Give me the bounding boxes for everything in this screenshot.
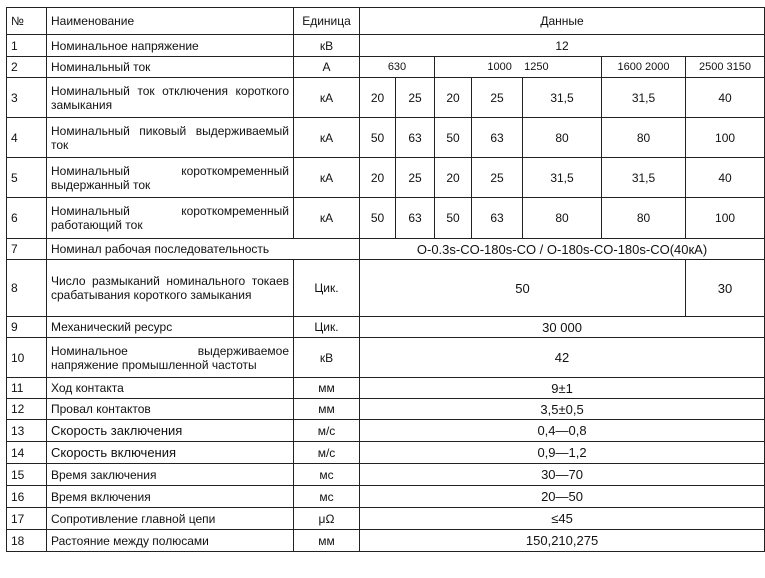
row-name: Скорость включения: [47, 442, 294, 464]
row-value: 42: [360, 338, 765, 378]
row-unit: мс: [294, 486, 360, 508]
row-name: Номинальный ток: [47, 57, 294, 78]
row-unit: Цик.: [294, 317, 360, 338]
table-row: [7, 118, 765, 158]
row-name: Номинальный короткомременный выдержанный ток: [47, 158, 294, 198]
row-value: 20: [435, 158, 472, 198]
row-name: Скорость заключения: [47, 420, 294, 442]
row-number: 3: [7, 78, 47, 118]
row-value: 80: [602, 118, 686, 158]
row-value: 0,9—1,2: [360, 442, 765, 464]
table-row: [7, 486, 765, 508]
row-value: 150,210,275: [360, 530, 765, 552]
row-number: 14: [7, 442, 47, 464]
table-row: [7, 530, 765, 552]
header-row: [7, 8, 765, 35]
row-number: 12: [7, 399, 47, 420]
row-value: 3,5±0,5: [360, 399, 765, 420]
table-row: [7, 464, 765, 486]
row-name: Механический ресурс: [47, 317, 294, 338]
row-value: 50: [360, 118, 396, 158]
row-unit: кВ: [294, 338, 360, 378]
row-unit: А: [294, 57, 360, 78]
row-name: Номинальный пиковый выдерживаемый ток: [47, 118, 294, 158]
row-number: 2: [7, 57, 47, 78]
header-name: Наименование: [47, 8, 294, 35]
row-name: Ход контакта: [47, 378, 294, 399]
row-number: 16: [7, 486, 47, 508]
table-row: [7, 57, 765, 78]
row-unit: м/с: [294, 420, 360, 442]
table-row: [7, 442, 765, 464]
row-number: 6: [7, 198, 47, 239]
row-number: 10: [7, 338, 47, 378]
row-value: ≤45: [360, 508, 765, 530]
row-name: Номинальный короткомременный работающий ток: [47, 198, 294, 239]
row-value: 630: [360, 57, 435, 78]
row-unit: мм: [294, 530, 360, 552]
table-row: [7, 198, 765, 239]
row-value: 20: [435, 78, 472, 118]
row-number: 18: [7, 530, 47, 552]
row-value: 9±1: [360, 378, 765, 399]
row-unit: кА: [294, 198, 360, 239]
row-value: 63: [472, 118, 523, 158]
row-value: 1600 2000: [602, 57, 686, 78]
row-number: 15: [7, 464, 47, 486]
row-value: 20: [360, 158, 396, 198]
row-number: 1: [7, 35, 47, 57]
row-name: Число размыканий номинального токаев срабатывания короткого замыкания: [47, 260, 294, 317]
row-name: Провал контактов: [47, 399, 294, 420]
row-name: Номинальный ток отключения короткого замыкания: [47, 78, 294, 118]
row-value: 80: [523, 198, 602, 239]
row-value: 31,5: [602, 158, 686, 198]
row-value: 25: [396, 78, 435, 118]
row-number: 5: [7, 158, 47, 198]
header-data: Данные: [360, 8, 765, 35]
row-value: 63: [472, 198, 523, 239]
row-value: 50: [435, 198, 472, 239]
table-row: [7, 420, 765, 442]
row-number: 9: [7, 317, 47, 338]
row-number: 4: [7, 118, 47, 158]
row-unit: μΩ: [294, 508, 360, 530]
row-number: 13: [7, 420, 47, 442]
row-number: 11: [7, 378, 47, 399]
row-value: 25: [472, 158, 523, 198]
row-number: 7: [7, 239, 47, 260]
table-row: [7, 399, 765, 420]
table-row: [7, 260, 765, 317]
row-unit: кА: [294, 158, 360, 198]
row-name: Номинал рабочая последовательность: [47, 239, 360, 260]
row-value: 30: [686, 260, 765, 317]
header-num: №: [7, 8, 47, 35]
row-value: 50: [360, 198, 396, 239]
row-value: 31,5: [523, 158, 602, 198]
row-value: 50: [360, 260, 686, 317]
table-row: [7, 317, 765, 338]
row-value: 63: [396, 198, 435, 239]
table-row: [7, 378, 765, 399]
row-value: 100: [686, 118, 765, 158]
table-row: [7, 158, 765, 198]
specification-table: [6, 7, 765, 552]
row-name: Сопротивление главной цепи: [47, 508, 294, 530]
row-value: 12: [360, 35, 765, 57]
row-value: 80: [602, 198, 686, 239]
row-name: Растояние между полюсами: [47, 530, 294, 552]
row-number: 8: [7, 260, 47, 317]
row-unit: кВ: [294, 35, 360, 57]
table-row: [7, 78, 765, 118]
row-unit: кА: [294, 78, 360, 118]
row-value: 50: [435, 118, 472, 158]
row-unit: мм: [294, 399, 360, 420]
row-value: 31,5: [602, 78, 686, 118]
row-value: 30—70: [360, 464, 765, 486]
row-name: Время включения: [47, 486, 294, 508]
header-unit: Единица: [294, 8, 360, 35]
row-value: 80: [523, 118, 602, 158]
row-value: 100: [686, 198, 765, 239]
row-name: Время заключения: [47, 464, 294, 486]
table-row: [7, 508, 765, 530]
row-unit: мс: [294, 464, 360, 486]
row-value: 20—50: [360, 486, 765, 508]
row-unit: кА: [294, 118, 360, 158]
row-value: 1000 1250: [435, 57, 602, 78]
row-value: 25: [396, 158, 435, 198]
row-value: 30 000: [360, 317, 765, 338]
row-unit: мм: [294, 378, 360, 399]
row-unit: м/с: [294, 442, 360, 464]
row-value: 40: [686, 78, 765, 118]
row-value: 40: [686, 158, 765, 198]
row-value: 31,5: [523, 78, 602, 118]
table-row: [7, 239, 765, 260]
row-value: 2500 3150: [686, 57, 765, 78]
table-row: [7, 338, 765, 378]
row-value: 25: [472, 78, 523, 118]
row-value: O-0.3s-CO-180s-CO / O-180s-CO-180s-CO(40кА): [360, 239, 765, 260]
table-row: [7, 35, 765, 57]
row-name: Номинальное напряжение: [47, 35, 294, 57]
row-number: 17: [7, 508, 47, 530]
row-value: 63: [396, 118, 435, 158]
row-name: Номинальное выдерживаемое напряжение промышленной частоты: [47, 338, 294, 378]
row-value: 0,4—0,8: [360, 420, 765, 442]
row-value: 20: [360, 78, 396, 118]
row-unit: Цик.: [294, 260, 360, 317]
